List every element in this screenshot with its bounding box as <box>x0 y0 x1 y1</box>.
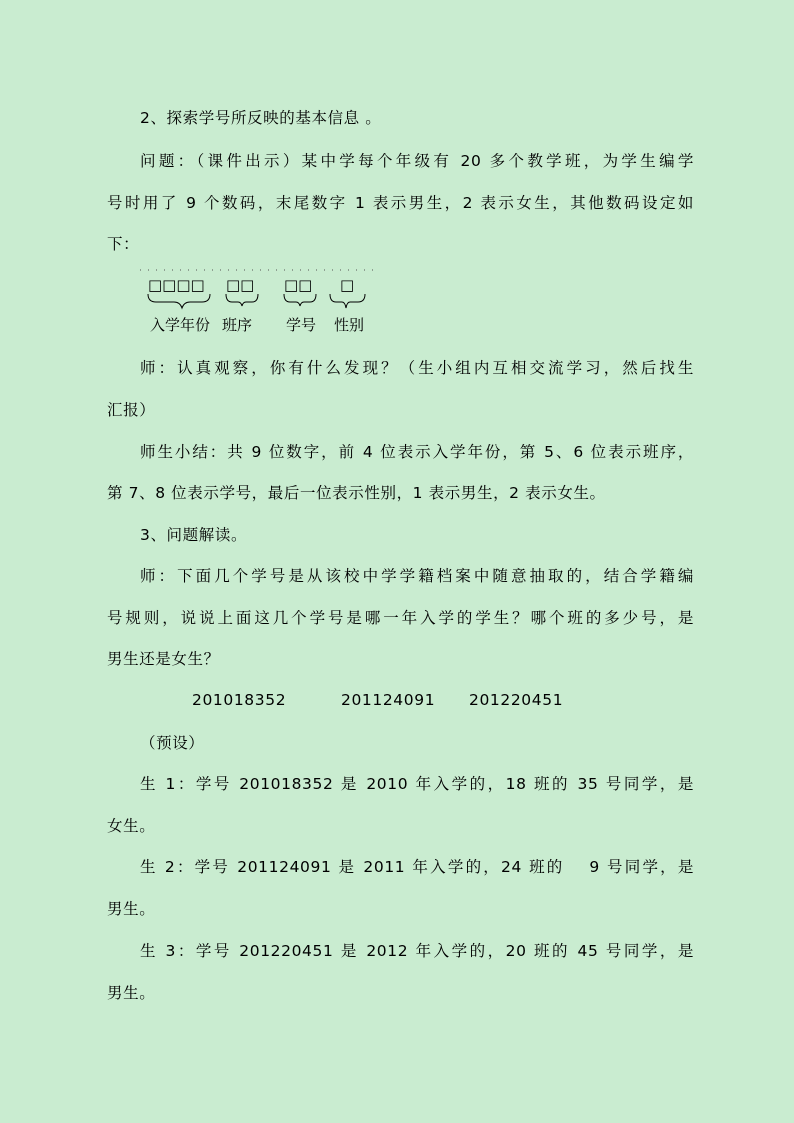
section3-teacher-line-3: 男生还是女生？ <box>107 650 220 668</box>
problem-line-2: 号时用了 9 个数码，末尾数字 1 表示男生，2 表示女生，其他数码设定如 <box>107 194 694 212</box>
preset-label: （预设） <box>140 734 205 752</box>
section3-teacher-line-2: 号规则，说说上面这几个学号是哪一年入学的学生？哪个班的多少号，是 <box>107 609 694 627</box>
answer-1-line-1: 生 1：学号 201018352 是 2010 年入学的，18 班的 35 号同学，是 <box>140 775 694 793</box>
label-number: 学号 <box>286 316 317 334</box>
label-gender: 性别 <box>334 316 365 334</box>
summary-line-1: 师生小结：共 9 位数字，前 4 位表示入学年份，第 5、6 位表示班序， <box>140 443 694 461</box>
student-number-1: 201018352 <box>192 691 287 709</box>
summary-line-2: 第 7、8 位表示学号，最后一位表示性别，1 表示男生，2 表示女生。 <box>107 484 606 502</box>
brace-gender <box>330 294 365 308</box>
boxes-class: □□ <box>226 276 255 294</box>
section3-teacher-line-1: 师：下面几个学号是从该校中学学籍档案中随意抽取的，结合学籍编 <box>140 567 694 585</box>
student-number-3: 201220451 <box>469 691 564 709</box>
problem-line-1: 问题：（课件出示）某中学每个年级有 20 多个教学班，为学生编学 <box>140 152 694 170</box>
boxes-number: □□ <box>284 276 313 294</box>
answer-3-line-1: 生 3：学号 201220451 是 2012 年入学的，20 班的 45 号同学，是 <box>140 942 694 960</box>
brace-year <box>148 294 210 308</box>
student-id-diagram <box>140 266 380 338</box>
answer-3-line-2: 男生。 <box>107 984 156 1002</box>
brace-number <box>284 294 316 306</box>
teacher-question-line-2: 汇报） <box>107 401 156 419</box>
label-class: 班序 <box>222 316 253 334</box>
section-heading-2: 2、探索学号所反映的基本信息 。 <box>140 109 382 127</box>
boxes-gender: □ <box>340 276 355 294</box>
answer-2-line-2: 男生。 <box>107 900 156 918</box>
problem-line-3: 下： <box>107 235 140 253</box>
student-number-2: 201124091 <box>341 691 436 709</box>
label-year: 入学年份 <box>150 316 211 334</box>
boxes-year: □□□□ <box>148 276 205 294</box>
teacher-question-line-1: 师：认真观察，你有什么发现？（生小组内互相交流学习，然后找生 <box>140 359 694 377</box>
section-heading-3: 3、问题解读。 <box>140 526 248 544</box>
answer-2-line-1: 生 2：学号 201124091 是 2011 年入学的，24 班的 9 号同学，是 <box>140 858 694 876</box>
brace-class <box>226 294 258 306</box>
answer-1-line-2: 女生。 <box>107 817 156 835</box>
